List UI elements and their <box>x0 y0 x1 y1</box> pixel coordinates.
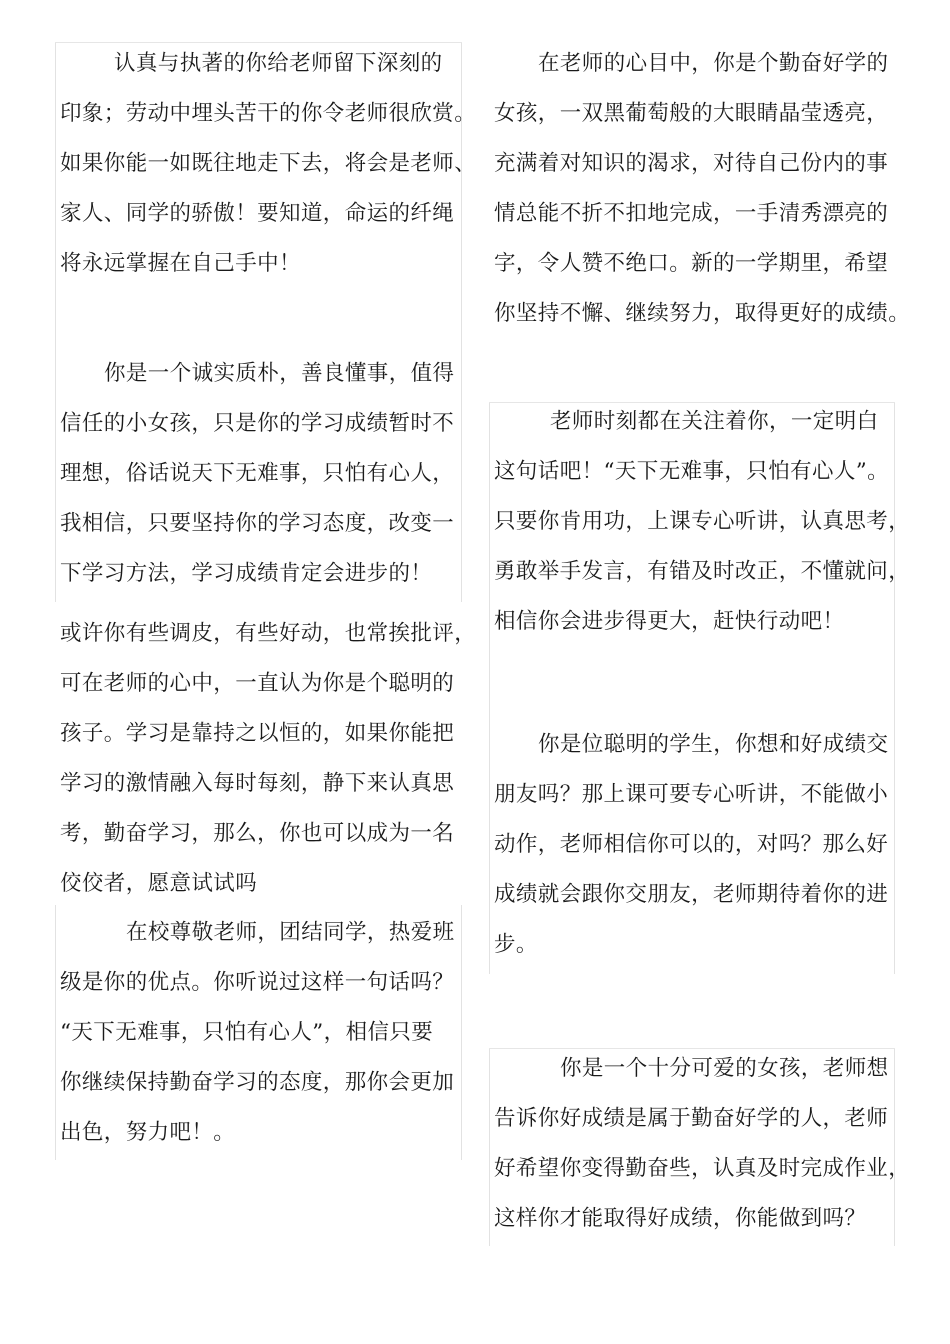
comment-line: 我相信，只要坚持你的学习态度，改变一 <box>60 511 455 536</box>
comment-line: 朋友吗？那上课可要专心听讲，不能做小 <box>494 782 889 807</box>
comment-block <box>60 609 477 909</box>
comment-line: 充满着对知识的渴求，对待自己份内的事 <box>494 151 889 176</box>
comment-line: 动作，老师相信你可以的，对吗？那么好 <box>494 832 889 857</box>
comment-line: 勇敢举手发言，有错及时改正，不懂就问， <box>494 559 911 584</box>
comment-line: 告诉你好成绩是属于勤奋好学的人，老师 <box>494 1106 889 1131</box>
table-rule <box>55 905 56 1160</box>
comment-line: 这样你才能取得好成绩，你能做到吗？ <box>494 1206 867 1231</box>
comment-line: 老师时刻都在关注着你，一定明白 <box>550 409 879 434</box>
comment-line: 你是位聪明的学生，你想和好成绩交 <box>538 732 889 757</box>
comment-line: 你是一个诚实质朴，善良懂事，值得 <box>104 361 455 386</box>
comment-block <box>60 39 490 289</box>
comment-line: 只要你肯用功，上课专心听讲，认真思考， <box>494 509 911 534</box>
comment-block <box>494 1044 914 1244</box>
comment-line: 成绩就会跟你交朋友，老师期待着你的进 <box>494 882 889 907</box>
comment-line: 下学习方法，学习成绩肯定会进步的！ <box>60 561 433 586</box>
comment-line: 家人、同学的骄傲！要知道，命运的纤绳 <box>60 201 455 226</box>
comment-block <box>494 397 911 647</box>
comment-line: 佼佼者，愿意试试吗 <box>60 871 258 896</box>
comment-line: 步。 <box>494 932 538 957</box>
comment-line: 级是你的优点。你听说过这样一句话吗？ <box>60 970 455 995</box>
comment-line: 你继续保持勤奋学习的态度，那你会更加 <box>60 1070 455 1095</box>
comment-block <box>494 720 904 970</box>
comment-line: 孩子。学习是靠持之以恒的，如果你能把 <box>60 721 455 746</box>
comment-block <box>494 39 911 339</box>
comment-line: 在校尊敬老师，团结同学，热爱班 <box>126 920 455 945</box>
comment-line: 字，令人赞不绝口。新的一学期里，希望 <box>494 251 889 276</box>
comment-line: 考，勤奋学习，那么，你也可以成为一名 <box>60 821 455 846</box>
comment-line: 女孩，一双黑葡萄般的大眼睛晶莹透亮， <box>494 101 889 126</box>
comment-line: 学习的激情融入每时每刻，静下来认真思 <box>60 771 455 796</box>
comment-line: 你是一个十分可爱的女孩，老师想 <box>560 1056 889 1081</box>
comment-line: 可在老师的心中，一直认为你是个聪明的 <box>60 671 455 696</box>
table-rule <box>489 1048 490 1246</box>
comment-block <box>60 349 470 599</box>
comment-line: 好希望你变得勤奋些，认真及时完成作业， <box>494 1156 911 1181</box>
comment-line: 在老师的心目中，你是个勤奋好学的 <box>538 51 889 76</box>
comment-block <box>60 908 470 1158</box>
table-rule <box>55 42 56 602</box>
comment-line: 相信你会进步得更大，赶快行动吧！ <box>494 609 845 634</box>
comment-line: 或许你有些调皮，有些好动，也常挨批评， <box>60 621 477 646</box>
comment-line: 印象；劳动中埋头苦干的你令老师很欣赏。 <box>60 101 477 126</box>
comment-line: 这句话吧！“天下无难事，只怕有心人”。 <box>494 459 890 484</box>
comment-line: 信任的小女孩，只是你的学习成绩暂时不 <box>60 411 455 436</box>
comment-line: 认真与执著的你给老师留下深刻的 <box>114 51 443 76</box>
comment-line: 出色，努力吧！。 <box>60 1120 236 1145</box>
comment-line: 情总能不折不扣地完成，一手清秀漂亮的 <box>494 201 889 226</box>
comment-line: 理想，俗话说天下无难事，只怕有心人， <box>60 461 455 486</box>
comment-line: “天下无难事，只怕有心人”，相信只要 <box>60 1020 434 1045</box>
comment-line: 你坚持不懈、继续努力，取得更好的成绩。 <box>494 301 911 326</box>
comment-line: 如果你能一如既往地走下去，将会是老师、 <box>60 151 477 176</box>
comment-line: 将永远掌握在自己手中！ <box>60 251 301 276</box>
table-rule <box>489 402 490 974</box>
